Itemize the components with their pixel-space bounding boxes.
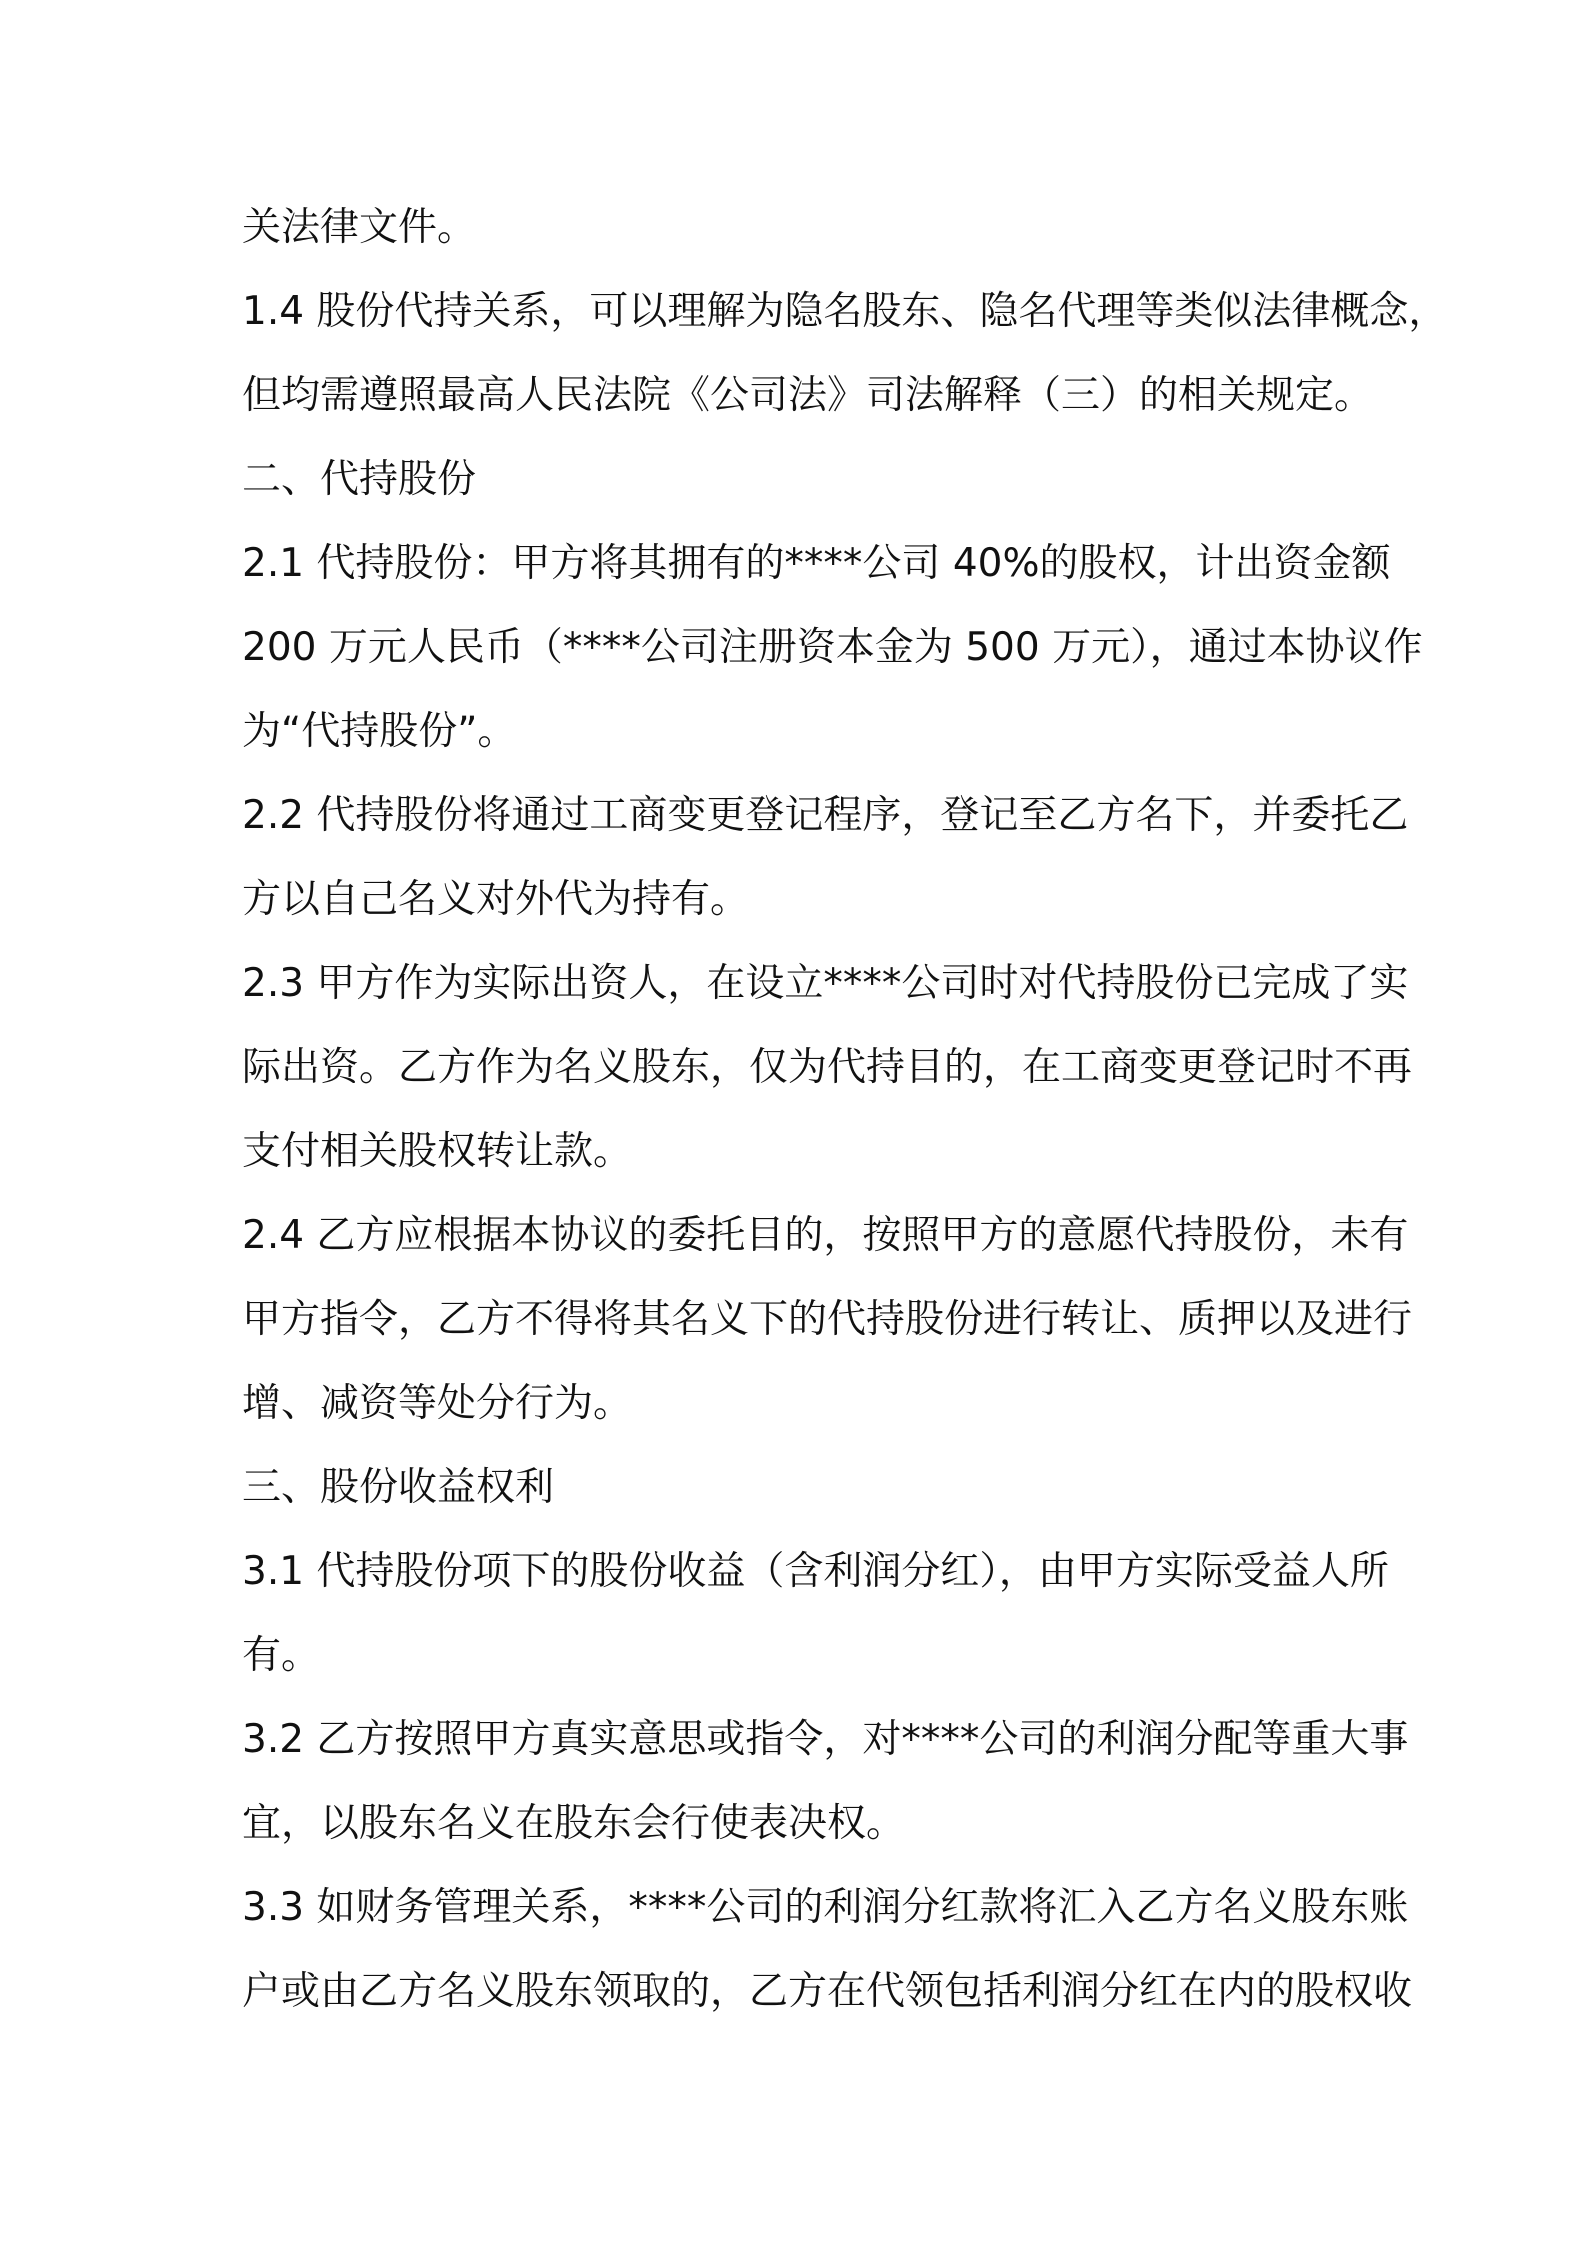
text-line-2-3-end: 支付相关股权转让款。 — [242, 1129, 633, 1174]
text-line-2-4-cont: 甲方指令，乙方不得将其名义下的代持股份进行转让、质押以及进行 — [242, 1297, 1413, 1342]
text-line-1-4-cont: 但均需遵照最高人民法院《公司法》司法解释（三）的相关规定。 — [242, 373, 1374, 418]
text-line-2-4-end: 增、减资等处分行为。 — [242, 1381, 633, 1426]
text-line-2-2: 2.2 代持股份将通过工商变更登记程序，登记至乙方名下，并委托乙 — [242, 793, 1409, 838]
document-body — [242, 186, 1448, 2034]
text-line-1-4: 1.4 股份代持关系，可以理解为隐名股东、隐名代理等类似法律概念， — [242, 289, 1448, 334]
text-line-3-1-end: 有。 — [242, 1633, 321, 1678]
text-line-2-3-cont: 际出资。乙方作为名义股东，仅为代持目的，在工商变更登记时不再 — [242, 1045, 1413, 1090]
text-line-3-2-end: 宜，以股东名义在股东会行使表决权。 — [242, 1801, 906, 1846]
text-line-3-3: 3.3 如财务管理关系，****公司的利润分红款将汇入乙方名义股东账 — [242, 1885, 1409, 1930]
text-line-2-4: 2.4 乙方应根据本协议的委托目的，按照甲方的意愿代持股份，未有 — [242, 1213, 1409, 1258]
text-line-2-1-cont: 200 万元人民币（****公司注册资本金为 500 万元），通过本协议作 — [242, 625, 1423, 670]
text-line-3-1: 3.1 代持股份项下的股份收益（含利润分红），由甲方实际受益人所 — [242, 1549, 1389, 1594]
text-line-3-2: 3.2 乙方按照甲方真实意思或指令，对****公司的利润分配等重大事 — [242, 1717, 1409, 1762]
text-line-2-3: 2.3 甲方作为实际出资人，在设立****公司时对代持股份已完成了实 — [242, 961, 1409, 1006]
text-line-2-2-end: 方以自己名义对外代为持有。 — [242, 877, 750, 922]
text-line-2-1-end: 为“代持股份”。 — [242, 709, 517, 754]
section-heading-3: 三、股份收益权利 — [242, 1465, 555, 1510]
text-line-3-3-cont: 户或由乙方名义股东领取的，乙方在代领包括利润分红在内的股权收 — [242, 1969, 1413, 2014]
text-line-2-1: 2.1 代持股份：甲方将其拥有的****公司 40%的股权，计出资金额 — [242, 541, 1391, 586]
section-heading-2: 二、代持股份 — [242, 457, 477, 502]
text-line-continuation: 关法律文件。 — [242, 205, 477, 250]
